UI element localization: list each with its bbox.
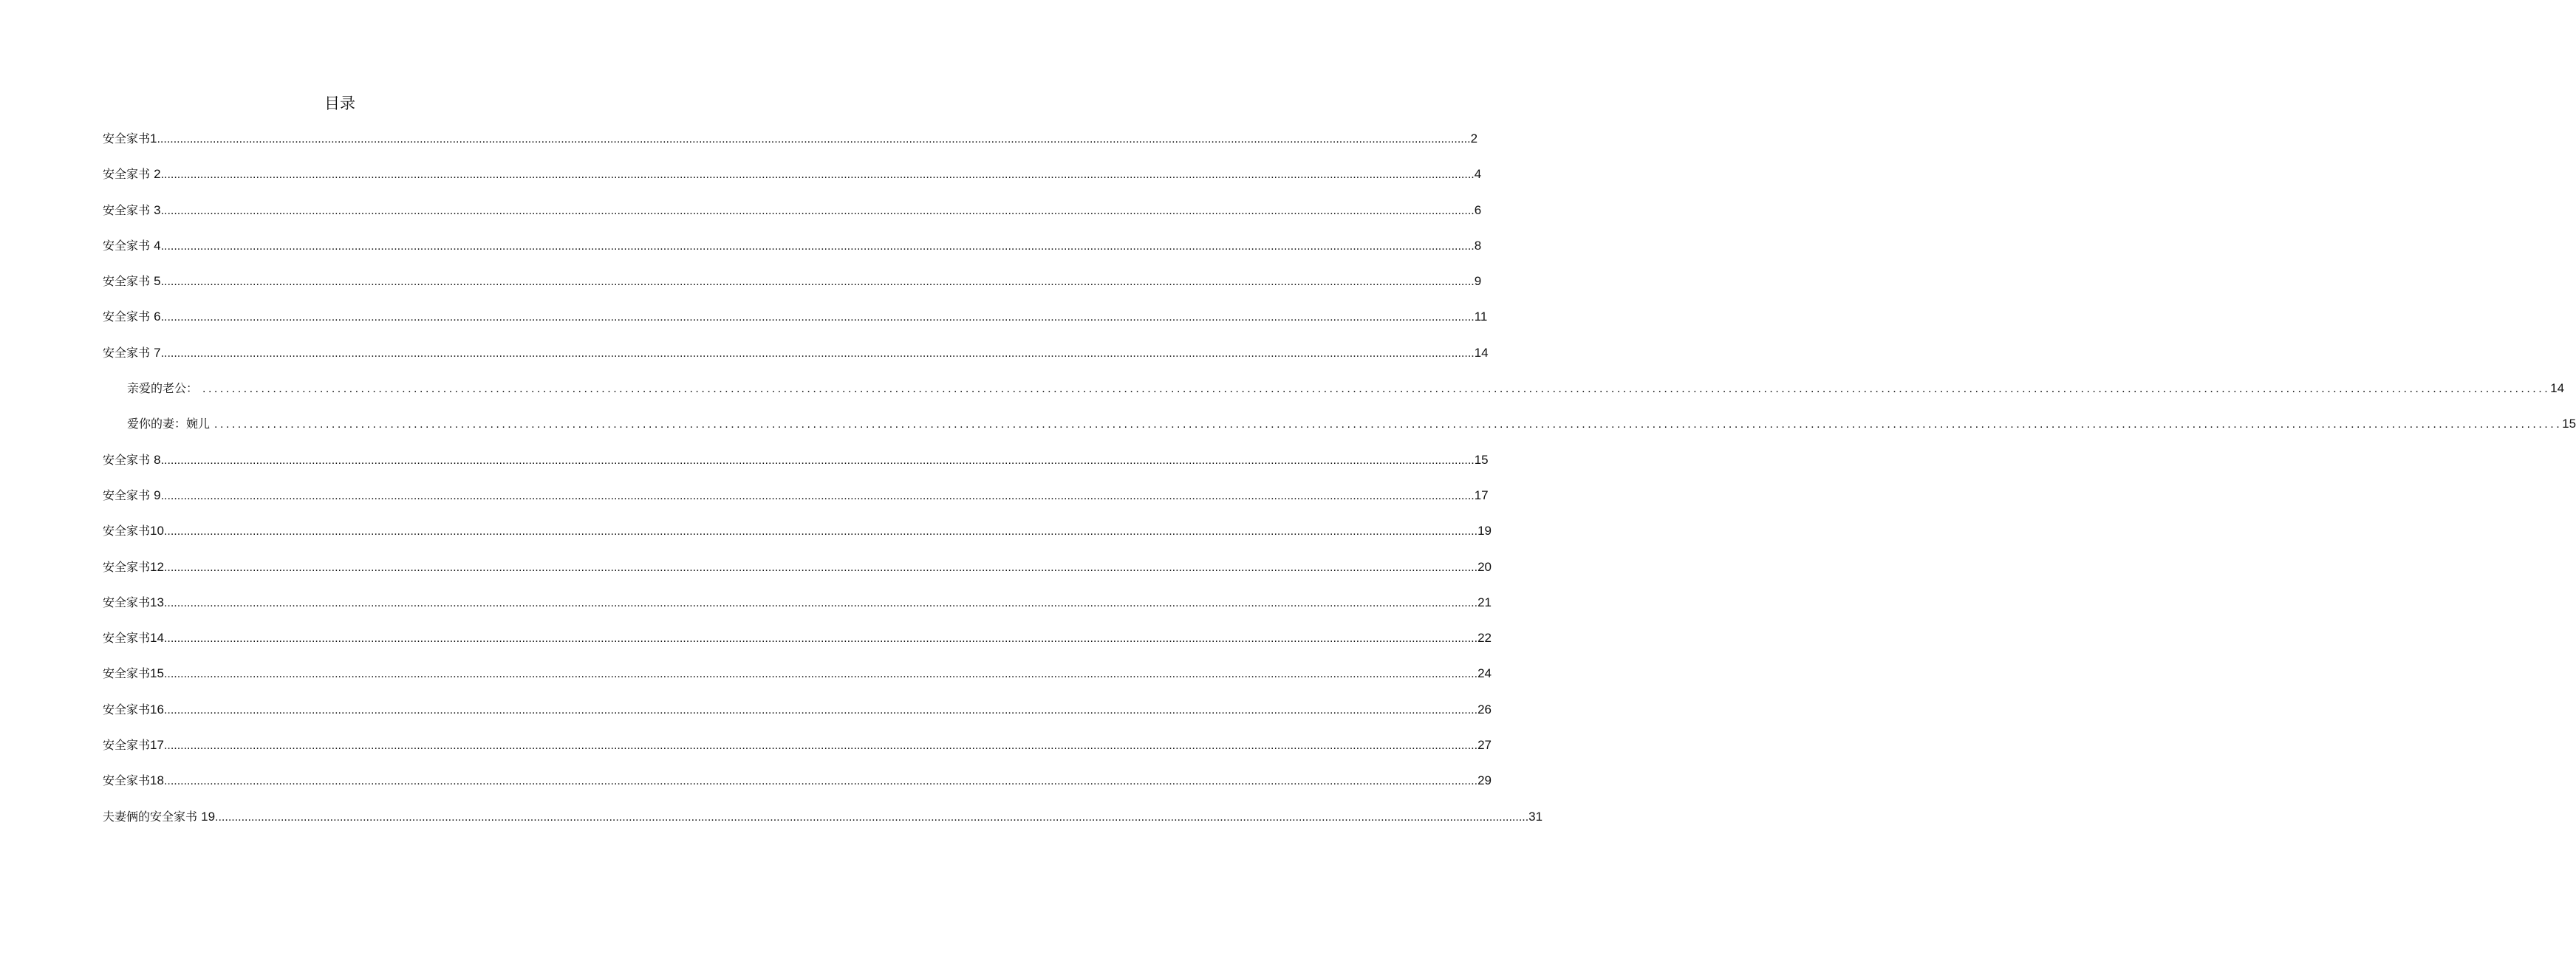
toc-entry-label: 安全家书 xyxy=(103,738,151,753)
toc-page-number: 22 xyxy=(1477,631,1492,646)
toc-page-number: 21 xyxy=(1477,595,1492,609)
toc-dot-leader: ................................................................................................................................................................................................................................................................................................................................................................................................................ xyxy=(160,311,1475,324)
toc-page-number: 20 xyxy=(1477,559,1492,574)
toc-entry-number: 14 xyxy=(150,631,164,646)
toc-entry-label: 安全家书 xyxy=(103,631,151,646)
toc-entry-number: 18 xyxy=(150,773,164,788)
toc-entry[interactable] xyxy=(103,451,1489,486)
toc-entry-label: 安全家书 xyxy=(103,131,151,146)
toc-page-number: 17 xyxy=(1474,488,1489,502)
toc-entry[interactable] xyxy=(103,129,1478,165)
toc-entry-label: 安全家书 xyxy=(103,666,151,681)
toc-entry-number: 12 xyxy=(150,559,164,574)
toc-dot-leader: ................................................................................................................................................................................................................................................................................................................................................................................................................ xyxy=(215,810,1529,824)
toc-entry-label: 爱你的妻：婉儿 xyxy=(127,417,211,431)
toc-entry[interactable] xyxy=(103,521,1492,557)
toc-entry[interactable] xyxy=(103,736,1492,771)
toc-entry-number: 13 xyxy=(150,595,164,609)
toc-entry[interactable] xyxy=(103,558,1492,593)
toc-entry[interactable] xyxy=(103,664,1492,700)
toc-page-number: 11 xyxy=(1474,309,1488,324)
toc-page-number: 29 xyxy=(1477,773,1492,788)
toc-entry-number: 17 xyxy=(150,738,164,753)
toc-entry-number: 16 xyxy=(150,702,164,717)
toc-entry[interactable] xyxy=(103,486,1489,521)
toc-page-number: 31 xyxy=(1528,809,1543,824)
toc-dot-leader: ................................................................................................................................................................................................................................................................................................................................................................................................................ xyxy=(163,668,1478,681)
toc-entry-label: 安全家书 xyxy=(103,238,151,253)
toc-page-number: 8 xyxy=(1474,238,1482,253)
toc-entry-label: 安全家书 xyxy=(103,274,151,289)
toc-entry-number: 7 xyxy=(154,345,161,360)
toc-entry-number: 15 xyxy=(150,666,164,681)
toc-entry-label: 安全家书 xyxy=(103,488,151,502)
toc-page-number: 14 xyxy=(1474,345,1489,360)
toc-entry[interactable] xyxy=(103,593,1492,629)
toc-entry[interactable] xyxy=(103,343,1489,379)
toc-entry[interactable] xyxy=(103,771,1492,807)
toc-entry[interactable] xyxy=(103,201,1482,236)
toc-entry-label: 安全家书 xyxy=(103,702,151,717)
toc-entry-number: 6 xyxy=(154,309,161,324)
toc-entry-label: 安全家书 xyxy=(103,202,151,217)
toc-dot-leader: ................................................................................................................................................................................................................................................................................................................................................................................................................ xyxy=(214,418,2563,431)
toc-entry[interactable] xyxy=(103,807,1543,843)
toc-entry[interactable] xyxy=(103,272,1482,307)
toc-dot-leader: ................................................................................................................................................................................................................................................................................................................................................................................................................ xyxy=(160,239,1475,253)
toc-page-number: 26 xyxy=(1477,702,1492,717)
toc-dot-leader: ................................................................................................................................................................................................................................................................................................................................................................................................................ xyxy=(163,632,1478,646)
toc-entry-number: 8 xyxy=(154,452,161,467)
toc-dot-leader: ................................................................................................................................................................................................................................................................................................................................................................................................................ xyxy=(160,454,1475,467)
toc-entry-label: 安全家书 xyxy=(103,345,151,360)
toc-dot-leader: ................................................................................................................................................................................................................................................................................................................................................................................................................ xyxy=(163,561,1478,574)
toc-entry[interactable] xyxy=(103,700,1492,736)
toc-dot-leader: ................................................................................................................................................................................................................................................................................................................................................................................................................ xyxy=(163,739,1478,753)
toc-entry[interactable] xyxy=(103,307,1488,343)
toc-entry-number: 3 xyxy=(154,202,161,217)
toc-entry-label: 安全家书 xyxy=(103,524,151,538)
toc-entry-label: 安全家书 xyxy=(103,167,151,182)
toc-dot-leader: ................................................................................................................................................................................................................................................................................................................................................................................................................ xyxy=(163,775,1478,788)
toc-entry[interactable] xyxy=(103,236,1482,272)
toc-title: 目录 xyxy=(324,95,355,112)
toc-page-number: 24 xyxy=(1477,666,1492,681)
toc-entry-label: 亲爱的老公： xyxy=(127,381,199,396)
toc-entry-number: 19 xyxy=(201,809,216,824)
toc-entry-label: 安全家书 xyxy=(103,595,151,609)
toc-entry-label: 安全家书 xyxy=(103,452,151,467)
toc-entry-number: 4 xyxy=(154,238,161,253)
toc-dot-leader: ................................................................................................................................................................................................................................................................................................................................................................................................................ xyxy=(163,703,1478,717)
toc-dot-leader: ................................................................................................................................................................................................................................................................................................................................................................................................................ xyxy=(163,596,1478,609)
toc-dot-leader: ................................................................................................................................................................................................................................................................................................................................................................................................................ xyxy=(157,133,1471,146)
toc-entry-number: 2 xyxy=(154,167,161,182)
toc-dot-leader: ................................................................................................................................................................................................................................................................................................................................................................................................................ xyxy=(160,168,1475,182)
toc-dot-leader: ................................................................................................................................................................................................................................................................................................................................................................................................................ xyxy=(160,276,1475,289)
toc-entry-number: 1 xyxy=(150,131,157,146)
toc-subentry[interactable] xyxy=(103,414,2576,450)
toc-page-number: 15 xyxy=(1474,452,1489,467)
toc-entry-label: 安全家书 xyxy=(103,309,151,324)
toc-page-number: 6 xyxy=(1474,202,1482,217)
toc-page-number: 2 xyxy=(1470,131,1478,146)
toc-dot-leader: ................................................................................................................................................................................................................................................................................................................................................................................................................ xyxy=(202,383,2551,396)
toc-page-number: 15 xyxy=(2562,417,2576,431)
table-of-contents xyxy=(103,129,2576,843)
toc-entry-label: 夫妻俩的安全家书 xyxy=(103,809,198,824)
toc-entry-label: 安全家书 xyxy=(103,773,151,788)
toc-dot-leader: ................................................................................................................................................................................................................................................................................................................................................................................................................ xyxy=(160,489,1475,502)
toc-entry[interactable] xyxy=(103,629,1492,664)
toc-dot-leader: ................................................................................................................................................................................................................................................................................................................................................................................................................ xyxy=(160,204,1475,217)
toc-dot-leader: ................................................................................................................................................................................................................................................................................................................................................................................................................ xyxy=(160,346,1475,360)
toc-entry-number: 5 xyxy=(154,274,161,289)
toc-entry-number: 10 xyxy=(150,524,164,538)
toc-page-number: 19 xyxy=(1477,524,1492,538)
toc-page-number: 27 xyxy=(1477,738,1492,753)
toc-entry-label: 安全家书 xyxy=(103,559,151,574)
toc-entry-number: 9 xyxy=(154,488,161,502)
toc-page-number: 14 xyxy=(2550,381,2565,396)
toc-page-number: 4 xyxy=(1474,167,1482,182)
toc-page-number: 9 xyxy=(1474,274,1482,289)
toc-dot-leader: ................................................................................................................................................................................................................................................................................................................................................................................................................ xyxy=(163,525,1478,538)
toc-entry[interactable] xyxy=(103,165,1482,200)
toc-subentry[interactable] xyxy=(103,379,2565,414)
